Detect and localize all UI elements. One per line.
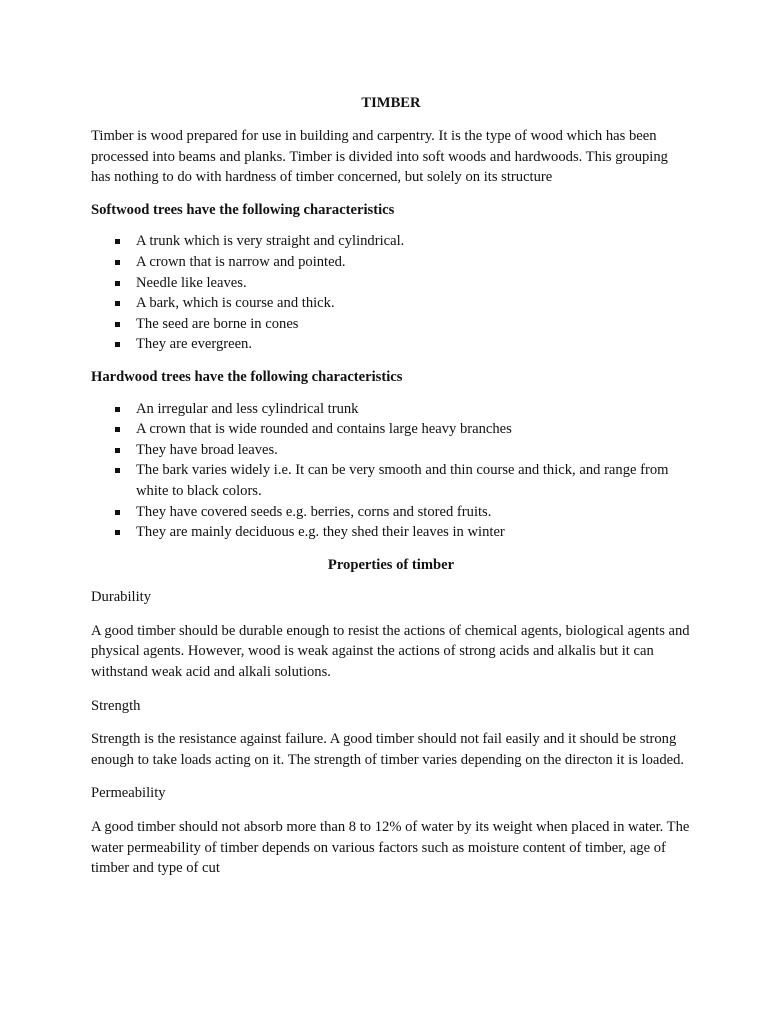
list-item-text: They are mainly deciduous e.g. they shed their leaves in winter	[136, 524, 505, 541]
bullet-square-icon	[115, 260, 120, 265]
bullet-square-icon	[115, 322, 120, 327]
list-item	[91, 460, 691, 501]
bullet-square-icon	[115, 427, 120, 432]
bullet-square-icon	[115, 510, 120, 515]
list-item	[91, 440, 691, 461]
intro-paragraph: Timber is wood prepared for use in building and carpentry. It is the type of wood which has been processed into beams and planks. Timber is divided into soft woods and hardwoods. This grouping has nothing to do with hardness of timber concerned, but solely on its structure	[91, 128, 668, 186]
list-item-text: They are evergreen.	[136, 336, 253, 353]
list-item	[91, 502, 691, 523]
list-item-text: They have broad leaves.	[136, 441, 278, 458]
list-item	[91, 399, 691, 420]
properties-heading: Properties of timber	[327, 556, 455, 573]
hardwood-heading: Hardwood trees have the following characteristics	[91, 368, 403, 385]
list-item-text: A crown that is wide rounded and contains large heavy branches	[136, 421, 512, 438]
strength-heading: Strength	[91, 697, 141, 714]
list-item	[91, 293, 691, 314]
list-item	[91, 419, 691, 440]
document-page	[91, 93, 691, 892]
list-item-text: An irregular and less cylindrical trunk	[136, 400, 359, 417]
document-title: TIMBER	[361, 95, 421, 111]
permeability-heading: Permeability	[91, 785, 166, 802]
list-item-text: A bark, which is course and thick.	[136, 295, 335, 312]
list-item-text: A crown that is narrow and pointed.	[136, 253, 346, 270]
hardwood-list	[91, 399, 691, 543]
bullet-square-icon	[115, 239, 120, 244]
softwood-heading: Softwood trees have the following characteristics	[91, 201, 395, 218]
bullet-square-icon	[115, 448, 120, 453]
bullet-square-icon	[115, 281, 120, 286]
list-item-text: A trunk which is very straight and cylindrical.	[136, 233, 405, 250]
permeability-paragraph: A good timber should not absorb more than 8 to 12% of water by its weight when placed in water. The water permeability of timber depends on various factors such as moisture content of timber, age of timber and type of cut	[91, 819, 690, 877]
bullet-square-icon	[115, 301, 120, 306]
list-item	[91, 273, 691, 294]
bullet-square-icon	[115, 468, 120, 473]
bullet-square-icon	[115, 530, 120, 535]
softwood-list	[91, 231, 691, 355]
list-item	[91, 231, 691, 252]
list-item-text: They have covered seeds e.g. berries, corns and stored fruits.	[136, 503, 492, 520]
durability-heading: Durability	[91, 589, 151, 606]
bullet-square-icon	[115, 407, 120, 412]
list-item-text: The bark varies widely i.e. It can be very smooth and thin course and thick, and range from white to black colors.	[136, 462, 669, 499]
strength-paragraph: Strength is the resistance against failure. A good timber should not fail easily and it should be strong enough to take loads acting on it. The strength of timber varies depending on the directon it is loaded.	[91, 731, 685, 768]
list-item	[91, 314, 691, 335]
list-item-text: The seed are borne in cones	[136, 315, 299, 332]
list-item	[91, 522, 691, 543]
list-item	[91, 334, 691, 355]
bullet-square-icon	[115, 342, 120, 347]
list-item	[91, 252, 691, 273]
list-item-text: Needle like leaves.	[136, 274, 247, 291]
durability-paragraph: A good timber should be durable enough to resist the actions of chemical agents, biological agents and physical agents. However, wood is weak against the actions of strong acids and alkalis but it can withstand weak acid and alkali solutions.	[91, 622, 690, 681]
